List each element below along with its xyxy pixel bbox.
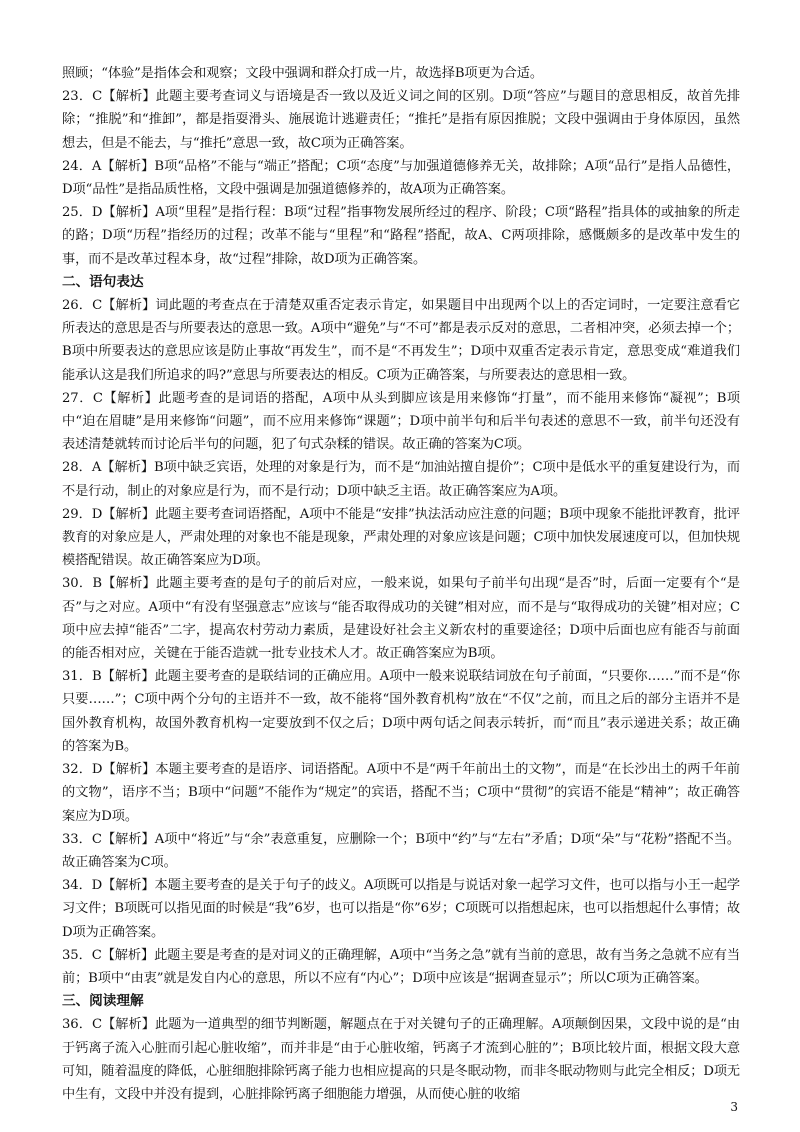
answer-33: 33．C【解析】A项中“将近”与“余”表意重复，应删除一个；B项中“约”与“左右”矛盾；D项“朵”与“花粉”搭配不当。故正确答案为C项。 xyxy=(62,831,740,870)
answer-25: 25．D【解析】A项“里程”是指行程：B项“过程”指事物发展所经过的程序、阶段；C项“路程”指具体的或抽象的所走的路；D项“历程”指经历的过程；改革不能与“里程”和“路程”搭配，故A、C两项排除，感慨颇多的是改革中发生的事，而不是改革过程本身，故“过程”排除，故D项为正确答案。 xyxy=(62,205,740,267)
answer-23: 23．C【解析】此题主要考查词义与语境是否一致以及近义词之间的区别。D项“答应”与题目的意思相反，故首先排除；“推脱”和“推卸”，都是指耍滑头、施展诡计逃避责任；“推托”是指有原因推脱；文段中强调由于身体原因，虽然想去，但是不能去，与“推托”意思一致，故C项为正确答案。 xyxy=(62,89,740,151)
answer-27: 27．C【解析】此题考查的是词语的搭配，A项中从头到脚应该是用来修饰“打量”，而不能用来修饰“凝视”；B项中“迫在眉睫”是用来修饰“问题”，而不应用来修饰“课题”；D项中前半句和后半句表述的意思不一致，前半句还没有表述清楚就转而讨论后半句的问题，犯了句式杂糅的错误。故正确的答案为C项。 xyxy=(62,390,740,453)
document-body xyxy=(62,62,740,1106)
paragraph-continuation: 照顾；“体验”是指体会和观察；文段中强调和群众打成一片，故选择B项更为合适。 xyxy=(62,66,543,81)
answer-30: 30．B【解析】此题主要考查的是句子的前后对应，一般来说，如果句子前半句出现“是否”时，后面一定要有个“是否”与之对应。A项中“有没有坚强意志”应该与“能否取得成功的关键”相对应，而不是与“取得成功的关键”相对应；C项中应去掉“能否”二字，提高农村劳动力素质，是建设好社会主义新农村的重要途径；D项中后面也应有能否与前面的能否相对应，关键在于能否造就一批专业技术人才。故正确答案应为B项。 xyxy=(62,576,740,662)
answer-34: 34．D【解析】本题主要考查的是关于句子的歧义。A项既可以指是与说话对象一起学习文件，也可以指与小王一起学习文件；B项既可以指见面的时候是“我”6岁，也可以指是“你”6岁；C项既可以指想起床，也可以指想起什么事情；故D项为正确答案。 xyxy=(62,878,740,940)
answer-29: 29．D【解析】此题主要考查词语搭配，A项中不能是“安排”执法活动应注意的问题；B项中现象不能批评教育，批评教育的对象应是人，严肃处理的对象也不能是现象，严肃处理的对象应该是问题；C项中加快发展速度可以，但加快规模搭配错误。故正确答案应为D项。 xyxy=(62,506,740,569)
answer-35: 35．C【解析】此题主要是考查的是对词义的正确理解，A项中“当务之急”就有当前的意思，故有当务之急就不应有当前；B项中“由衷”就是发自内心的意思，所以不应有“内心”；D项中应该是“据调查显示”；所以C项为正确答案。 xyxy=(62,947,740,986)
answer-31: 31．B【解析】此题主要考查的是联结词的正确应用。A项中一般来说联结词放在句子前面，“只要你……”而不是“你只要……”；C项中两个分句的主语并不一致，故不能将“国外教育机构”放在“不仅”之前，而且之后的部分主语并不是国外教育机构，故国外教育机构一定要放到不仅之后；D项中两句话之间表示转折，而“而且”表示递进关系；故正确的答案为B。 xyxy=(62,669,740,754)
section-heading-sentence-expression: 二、语句表达 xyxy=(62,273,144,290)
answer-32: 32．D【解析】本题主要考查的是语序、词语搭配。A项中不是“两千年前出土的文物”，而是“在长沙出土的两千年前的文物”，语序不当；B项中“问题”不能作为“规定”的宾语，搭配不当；C项中“贯彻”的宾语不能是“精神”；故正确答案应为D项。 xyxy=(62,762,740,824)
answer-28: 28．A【解析】B项中缺乏宾语，处理的对象是行为，而不是“加油站擅自提价”；C项中是低水平的重复建设行为，而不是行动，制止的对象应是行为，而不是行动；D项中缺乏主语。故正确答案应为A项。 xyxy=(62,460,740,499)
section-heading-reading-comprehension: 三、阅读理解 xyxy=(62,993,144,1010)
answer-36: 36．C【解析】此题为一道典型的细节判断题，解题点在于对关键句子的正确理解。A项颠倒因果，文段中说的是“由于钙离子流入心脏而引起心脏收缩”，而并非是“由于心脏收缩，钙离子才流到心脏的”；B项比较片面，根据文段大意可知，随着温度的降低，心脏细胞排除钙离子能力也相应提高的只是冬眠动物，而非冬眠动物则与此完全相反；D项无中生有，文段中并没有提到，心脏排除钙离子细胞能力增强，从而使心脏的收缩 xyxy=(62,1017,740,1102)
answer-24: 24．A【解析】B项“品格”不能与“端正”搭配；C项“态度”与加强道德修养无关，故排除；A项“品行”是指人品德性，D项“品性”是指品质性格，文段中强调是加强道德修养的，故A项为正确答案。 xyxy=(62,158,740,198)
answer-26: 26．C【解析】词此题的考查点在于清楚双重否定表示肯定，如果题目中出现两个以上的否定词时，一定要注意看它所表达的意思是否与所要表达的意思一致。A项中“避免”与“不可”都是表示反对的意思，二者相冲突，必须去掉一个；B项中所要表达的意思应该是防止事故“再发生”，而不是“不再发生”；D项中双重否定表示肯定，意思变成“难道我们能承认这是我们所追求的吗?”意思与所要表达的相反。C项为正确答案，与所要表达的意思相一致。 xyxy=(62,298,740,383)
page-number: 3 xyxy=(730,1100,738,1114)
